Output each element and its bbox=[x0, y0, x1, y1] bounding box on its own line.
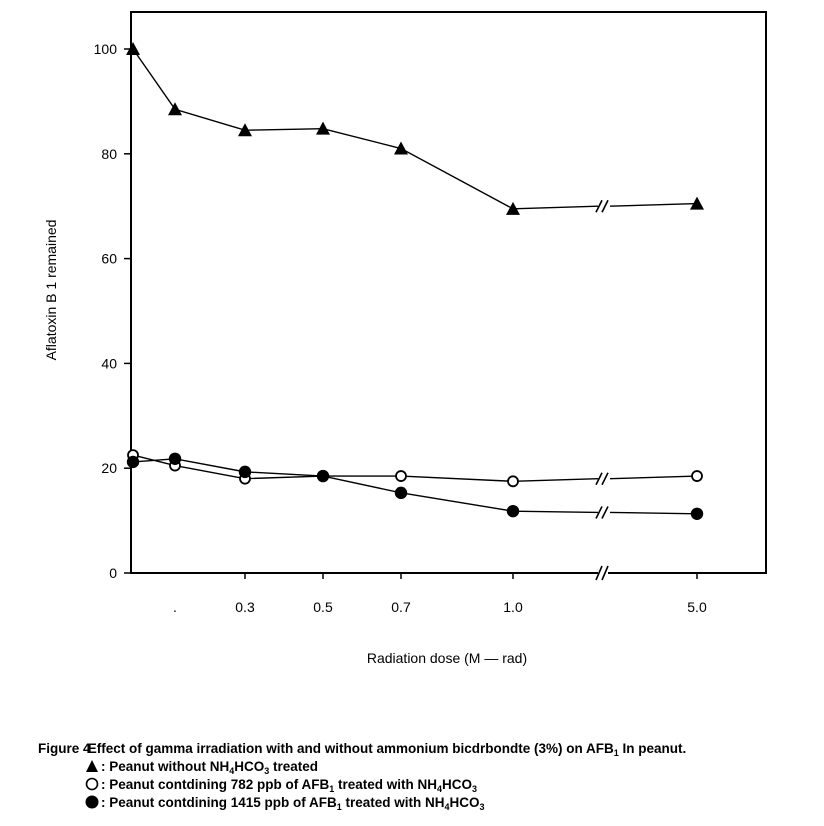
data-point bbox=[691, 508, 703, 520]
series-triangle bbox=[126, 42, 704, 215]
legend-label-triangle: : Peanut without $NH_4HCO_3$ treated bbox=[101, 759, 319, 776]
series-line bbox=[513, 479, 598, 482]
x-tick-label: 5.0 bbox=[687, 599, 707, 615]
series-line bbox=[133, 459, 513, 511]
series-line bbox=[610, 204, 697, 207]
break-slash bbox=[602, 506, 608, 518]
series-line bbox=[610, 476, 697, 479]
y-tick-label: 20 bbox=[101, 460, 117, 477]
x-axis-label: Radiation dose (M — rad) bbox=[366, 650, 528, 666]
series-line bbox=[513, 206, 598, 209]
data-point bbox=[396, 471, 406, 481]
y-axis-label: Aflatoxin B 1 remained bbox=[43, 219, 59, 361]
y-tick-label: 0 bbox=[109, 565, 117, 581]
legend-item-triangle bbox=[38, 758, 824, 776]
y-tick-label: 100 bbox=[93, 41, 117, 57]
caption-title-row bbox=[38, 740, 824, 758]
break-slash bbox=[602, 473, 608, 485]
data-point bbox=[239, 466, 251, 478]
x-axis-ticks bbox=[173, 573, 707, 615]
x-tick-label: . bbox=[173, 599, 177, 615]
y-tick-label: 40 bbox=[101, 355, 117, 372]
data-point bbox=[508, 476, 518, 486]
y-axis-ticks bbox=[94, 41, 131, 581]
data-point bbox=[395, 487, 407, 499]
break-slash bbox=[602, 200, 608, 212]
caption-title: Effect of gamma irradiation with and without ammonium bicdrbondte (3%) on $AFB_1$ In peanut. bbox=[87, 741, 687, 758]
y-tick-label: 60 bbox=[101, 250, 117, 267]
series-line bbox=[513, 511, 598, 512]
data-point bbox=[168, 102, 182, 115]
legend-item-open-circle bbox=[38, 776, 824, 794]
figure-caption bbox=[38, 740, 824, 812]
legend-label-open-circle: : Peanut contdining 782 ppb of $AFB_1$ treated with $NH_4HCO_3$ bbox=[101, 777, 478, 794]
legend-item-filled-circle bbox=[38, 794, 824, 812]
filled-circle-icon bbox=[85, 795, 99, 809]
legend-label-filled-circle: : Peanut contdining 1415 ppb of $AFB_1$ treated with $NH_4HCO_3$ bbox=[101, 795, 485, 812]
plot-frame bbox=[131, 12, 766, 573]
x-tick-label: 0.5 bbox=[313, 599, 333, 615]
data-point bbox=[317, 470, 329, 482]
series-line bbox=[610, 512, 697, 513]
x-tick-label: 0.7 bbox=[391, 599, 411, 615]
x-tick-label: 1.0 bbox=[503, 599, 523, 615]
data-point bbox=[394, 142, 408, 155]
series-open-circle bbox=[128, 450, 702, 486]
data-point bbox=[507, 505, 519, 517]
data-point bbox=[127, 456, 139, 468]
series-filled-circle bbox=[127, 453, 703, 520]
data-point bbox=[692, 471, 702, 481]
figure-label: Figure 4 bbox=[38, 741, 91, 756]
y-tick-label: 80 bbox=[101, 145, 117, 162]
x-tick-label: 0.3 bbox=[235, 599, 255, 615]
series-layer bbox=[126, 42, 704, 520]
filled-triangle-icon bbox=[85, 759, 99, 773]
open-circle-icon bbox=[85, 777, 99, 791]
data-point bbox=[169, 453, 181, 465]
